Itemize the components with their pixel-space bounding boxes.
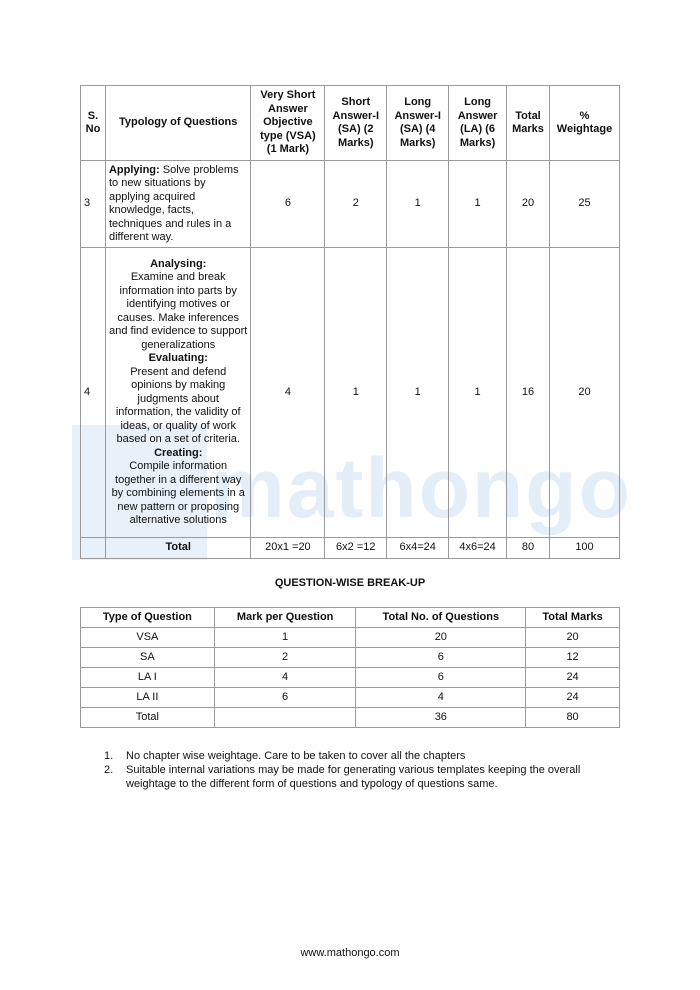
breakup-cell: 20 bbox=[526, 628, 620, 648]
typology-weightage-table bbox=[80, 85, 620, 559]
notes-list bbox=[104, 749, 624, 791]
header-typology: Typology of Questions bbox=[105, 86, 251, 161]
breakup-cell: 4 bbox=[356, 688, 526, 708]
row4-sa1: 1 bbox=[325, 248, 387, 538]
footer-url[interactable]: www.mathongo.com bbox=[300, 947, 400, 959]
breakup-cell: VSA bbox=[81, 628, 215, 648]
row3-typology bbox=[105, 161, 251, 248]
breakup-cell: 6 bbox=[356, 668, 526, 688]
breakup-cell: LA I bbox=[81, 668, 215, 688]
table-row bbox=[81, 628, 620, 648]
breakup-cell: 6 bbox=[356, 648, 526, 668]
breakup-header-mark: Mark per Question bbox=[214, 608, 356, 628]
breakup-heading: QUESTION-WISE BREAK-UP bbox=[274, 577, 426, 589]
row4-la1: 1 bbox=[387, 248, 449, 538]
breakup-header-type: Type of Question bbox=[81, 608, 215, 628]
analysing-desc: Examine and break information into parts by identifying motives or causes. Make inferences and find evidence to support generalizations bbox=[109, 271, 248, 351]
row3-vsa: 6 bbox=[251, 161, 325, 248]
header-total-marks: Total Marks bbox=[507, 86, 550, 161]
total-label: Total bbox=[105, 538, 251, 559]
table-row bbox=[81, 161, 620, 248]
row4-sno: 4 bbox=[81, 248, 106, 538]
list-item bbox=[104, 749, 624, 763]
row3-total: 20 bbox=[507, 161, 550, 248]
total-la: 4x6=24 bbox=[449, 538, 507, 559]
breakup-cell: 12 bbox=[526, 648, 620, 668]
breakup-cell: 4 bbox=[214, 668, 356, 688]
row4-pct: 20 bbox=[550, 248, 620, 538]
breakup-header-total: Total Marks bbox=[526, 608, 620, 628]
table-row bbox=[81, 248, 620, 538]
table-row bbox=[81, 668, 620, 688]
total-row bbox=[81, 538, 620, 559]
header-weightage: % Weightage bbox=[550, 86, 620, 161]
row4-la: 1 bbox=[449, 248, 507, 538]
table-row bbox=[81, 648, 620, 668]
analysing-label: Analysing: bbox=[150, 257, 207, 270]
row4-total: 16 bbox=[507, 248, 550, 538]
question-breakup-table bbox=[80, 607, 620, 728]
header-la: Long Answer (LA) (6 Marks) bbox=[449, 86, 507, 161]
table-header-row bbox=[81, 86, 620, 161]
breakup-cell: 36 bbox=[356, 708, 526, 728]
watermark-logo-text: mathongo bbox=[210, 441, 632, 535]
breakup-cell: 24 bbox=[526, 668, 620, 688]
row3-sno: 3 bbox=[81, 161, 106, 248]
breakup-cell: 1 bbox=[214, 628, 356, 648]
row3-pct: 25 bbox=[550, 161, 620, 248]
row3-sa1: 2 bbox=[325, 161, 387, 248]
total-vsa: 20x1 =20 bbox=[251, 538, 325, 559]
total-marks: 80 bbox=[507, 538, 550, 559]
breakup-cell: 80 bbox=[526, 708, 620, 728]
breakup-cell: 24 bbox=[526, 688, 620, 708]
note-number: 1. bbox=[104, 750, 114, 762]
breakup-cell: 2 bbox=[214, 648, 356, 668]
creating-desc: Compile information together in a different way by combining elements in a new pattern or proposing alternative solutions bbox=[111, 460, 245, 526]
table-row bbox=[81, 688, 620, 708]
total-pct: 100 bbox=[550, 538, 620, 559]
header-sa1: Short Answer-I (SA) (2 Marks) bbox=[325, 86, 387, 161]
list-item bbox=[104, 763, 624, 791]
breakup-cell: SA bbox=[81, 648, 215, 668]
row3-la: 1 bbox=[449, 161, 507, 248]
total-sno-empty bbox=[81, 538, 106, 559]
total-la1: 6x4=24 bbox=[387, 538, 449, 559]
row3-la1: 1 bbox=[387, 161, 449, 248]
applying-label: Applying: bbox=[108, 163, 160, 176]
header-sno: S. No bbox=[81, 86, 106, 161]
row4-typology bbox=[105, 248, 251, 538]
evaluating-desc: Present and defend opinions by making judgments about information, the validity of ideas, or quality of work based on a set of criteria. bbox=[115, 365, 241, 445]
note-number: 2. bbox=[104, 764, 114, 776]
breakup-cell bbox=[214, 708, 356, 728]
breakup-cell: 20 bbox=[356, 628, 526, 648]
evaluating-label: Evaluating: bbox=[148, 352, 208, 364]
breakup-cell: Total bbox=[81, 708, 215, 728]
table-row bbox=[81, 708, 620, 728]
row4-vsa: 4 bbox=[251, 248, 325, 538]
total-sa1: 6x2 =12 bbox=[325, 538, 387, 559]
breakup-cell: 6 bbox=[214, 688, 356, 708]
header-vsa: Very Short Answer Objective type (VSA) (1 Mark) bbox=[251, 86, 325, 161]
breakup-header-count: Total No. of Questions bbox=[356, 608, 526, 628]
header-la1: Long Answer-I (SA) (4 Marks) bbox=[387, 86, 449, 161]
note-text: No chapter wise weightage. Care to be taken to cover all the chapters bbox=[126, 750, 466, 762]
breakup-cell: LA II bbox=[81, 688, 215, 708]
creating-label: Creating: bbox=[154, 446, 203, 459]
applying-desc: Solve problems to new situations by applying acquired knowledge, facts, techniques and rules in a different way. bbox=[108, 163, 239, 243]
note-text: Suitable internal variations may be made for generating various templates keeping the overall weightage to the different form of questions and typology of questions same. bbox=[126, 764, 581, 790]
breakup-header-row bbox=[81, 608, 620, 628]
